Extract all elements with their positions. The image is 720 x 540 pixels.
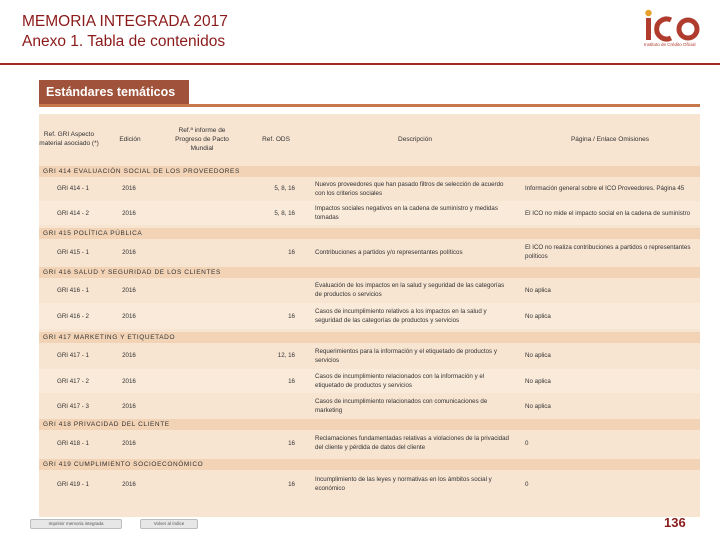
header-pacto: Ref.ª informe de Progreso de Pacto Mundial <box>175 126 229 152</box>
table-row <box>39 470 700 498</box>
ico-logo <box>636 8 708 54</box>
header-descripcion: Descripción <box>398 135 432 143</box>
description: Casos de incumplimiento relacionados con la información y el etiquetado de productos y servicios <box>315 373 485 389</box>
section-title: Estándares temáticos <box>39 80 189 104</box>
gri-code: GRI 416 - 1 <box>57 286 89 294</box>
page-ref: 0 <box>525 480 529 488</box>
table-row <box>39 177 700 200</box>
page-ref: No aplica <box>525 377 551 385</box>
edition: 2016 <box>122 439 136 447</box>
page-ref: No aplica <box>525 286 551 294</box>
page-number: 136 <box>664 515 686 530</box>
header-edicion: Edición <box>119 135 141 143</box>
page-ref: Información general sobre el ICO Proveedores. Página 45 <box>525 185 685 192</box>
edition: 2016 <box>122 402 136 410</box>
ods-ref: 16 <box>288 248 295 256</box>
title-line-1: MEMORIA INTEGRADA 2017 <box>22 13 228 30</box>
ods-ref: 16 <box>288 439 295 447</box>
logo-subtitle: Instituto de Crédito Oficial <box>644 42 696 47</box>
edition: 2016 <box>122 185 136 192</box>
header-pagina: Página / Enlace Omisiones <box>570 135 650 143</box>
section-row: GRI 414 EVALUACIÓN SOCIAL DE LOS PROVEEDORES <box>39 166 700 177</box>
ods-ref: 16 <box>288 480 295 488</box>
header-divider <box>0 63 720 65</box>
edition: 2016 <box>122 312 136 320</box>
gri-code: GRI 414 - 2 <box>57 209 89 217</box>
description: Casos de incumplimiento relativos a los impactos en la salud y seguridad de las categorías de productos y servicios <box>315 308 487 324</box>
section-row: GRI 417 MARKETING Y ETIQUETADO <box>39 332 700 343</box>
table-row <box>39 394 700 418</box>
edition: 2016 <box>122 209 136 217</box>
ods-ref: 5, 8, 16 <box>274 185 295 192</box>
description: Evaluación de los impactos en la salud y seguridad de las categorías de productos o servicios <box>315 282 505 298</box>
gri-code: GRI 419 - 1 <box>57 480 89 488</box>
description: Contribuciones a partidos y/o representantes políticos <box>315 248 463 256</box>
description: Casos de incumplimiento relacionados con comunicaciones de marketing <box>315 398 488 414</box>
section-underline <box>39 104 700 107</box>
gri-code: GRI 418 - 1 <box>57 439 89 447</box>
header-ods: Ref. ODS <box>262 135 290 143</box>
print-button[interactable]: Imprimir memoria integrada <box>30 519 122 529</box>
edition: 2016 <box>122 248 136 256</box>
page-ref: No aplica <box>525 352 551 359</box>
ods-ref <box>249 278 299 302</box>
page-ref: El ICO no mide el impacto social en la cadena de suministro <box>525 209 691 217</box>
description: Requerimientos para la información y el etiquetado de productos y servicios <box>315 347 497 364</box>
title-line-2: Anexo 1. Tabla de contenidos <box>22 33 226 50</box>
ods-ref <box>249 394 299 418</box>
gri-code: GRI 417 - 3 <box>57 402 89 410</box>
edition: 2016 <box>122 352 136 359</box>
gri-code: GRI 417 - 1 <box>57 352 89 359</box>
ods-ref: 16 <box>288 312 295 320</box>
table-row <box>39 239 700 265</box>
header-gri: Ref. GRI Aspecto material asociado (*) <box>39 131 99 147</box>
page-ref: No aplica <box>525 312 551 320</box>
gri-code: GRI 417 - 2 <box>57 377 89 385</box>
page-ref: No aplica <box>525 402 551 410</box>
table-row <box>39 278 700 302</box>
page-ref: El ICO no realiza contribuciones a partidos o representantes políticos <box>525 244 691 260</box>
edition: 2016 <box>122 286 136 294</box>
description: Impactos sociales negativos en la cadena de suministro y medidas tomadas <box>315 205 498 221</box>
section-row: GRI 418 PRIVACIDAD DEL CLIENTE <box>39 419 700 430</box>
gri-code: GRI 415 - 1 <box>57 248 89 256</box>
gri-code: GRI 416 - 2 <box>57 312 89 320</box>
section-row: GRI 415 POLÍTICA PÚBLICA <box>39 228 700 239</box>
back-to-index-button[interactable]: Volver al índice <box>140 519 198 529</box>
ods-ref: 16 <box>288 377 295 385</box>
table-row <box>39 303 700 329</box>
section-row: GRI 419 CUMPLIMIENTO SOCIOECONÓMICO <box>39 459 700 470</box>
edition: 2016 <box>122 377 136 385</box>
document-title <box>22 12 228 52</box>
ods-ref: 12, 16 <box>277 352 295 359</box>
edition: 2016 <box>122 480 136 488</box>
gri-code: GRI 414 - 1 <box>57 185 89 192</box>
table-row <box>39 343 700 368</box>
ods-ref: 5, 8, 16 <box>274 209 295 217</box>
table-row <box>39 369 700 393</box>
description: Incumplimiento de las leyes y normativas en los ámbitos social y económico <box>315 476 492 492</box>
table-row <box>39 430 700 456</box>
content-table <box>39 114 700 517</box>
description: Reclamaciones fundamentadas relativas a violaciones de la privacidad del cliente y pérdida de datos del cliente <box>315 435 509 451</box>
page-ref: 0 <box>525 439 529 447</box>
section-row: GRI 416 SALUD Y SEGURIDAD DE LOS CLIENTES <box>39 267 700 278</box>
description: Nuevos proveedores que han pasado filtros de selección de acuerdo con los criterios sociales <box>315 180 504 197</box>
table-row <box>39 201 700 225</box>
